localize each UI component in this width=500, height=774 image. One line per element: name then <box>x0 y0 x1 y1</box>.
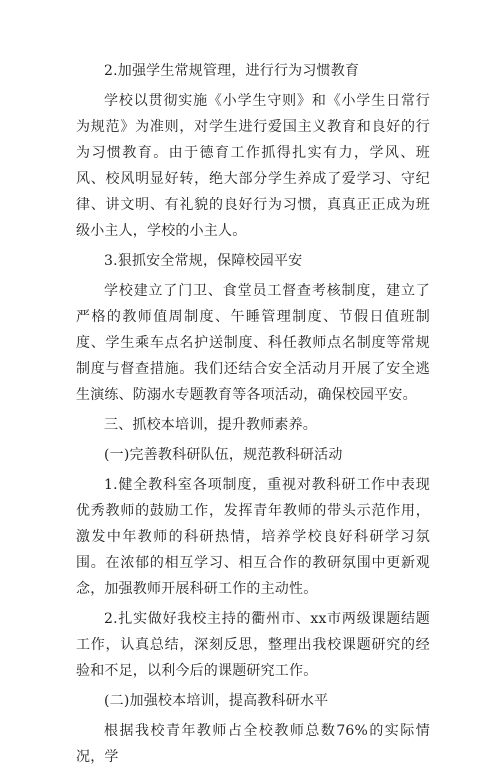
subsection-heading-school-training: (二)加强校本培训，提高教科研水平 <box>104 693 329 709</box>
paragraph-research-projects: 2.扎实做好我校主持的衢州市、xx市两级课题结题工作，认真总结，深刻反思，整理出我校课题研究的经验和不足，以利今后的课题研究工作。 <box>76 611 430 679</box>
document-body <box>76 58 430 774</box>
section-heading-safety: 3.狠抓安全常规，保障校园平安 <box>104 253 303 269</box>
paragraph-safety-measures: 学校建立了门卫、食堂员工督查考核制度，建立了严格的教师值周制度、午睡管理制度、节假日值班制度、学生乘车点名护送制度、科任教师点名制度等常规制度与督查措施。我们还结合安全活动月开展了安全逃生演练、防溺水专题教育等各项活动，确保校园平安。 <box>76 283 430 403</box>
paragraph-behavior-education: 学校以贯彻实施《小学生守则》和《小学生日常行为规范》为准则，对学生进行爱国主义教育和良好的行为习惯教育。由于德育工作抓得扎实有力，学风、班风、校风明显好转，绝大部分学生养成了爱学习、守纪律、讲文明、有礼貌的良好行为习惯，真真正正成为班级小主人，学校的小主人。 <box>76 93 430 239</box>
section-heading-teacher-training: 三、抓校本培训，提升教师素养。 <box>104 417 317 433</box>
subsection-heading-research-team: (一)完善教科研队伍，规范教科研活动 <box>104 447 343 463</box>
paragraph-young-teachers: 根据我校青年教师占全校教师总数76%的实际情况，学 <box>76 723 430 765</box>
paragraph-research-system: 1.健全教科室各项制度，重视对教科研工作中表现优秀教师的鼓励工作，发挥青年教师的带头示范作用，激发中年教师的科研热情，培养学校良好科研学习氛围。在浓郁的相互学习、相互合作的教研氛围中更新观念，加强教师开展科研工作的主动性。 <box>76 477 430 597</box>
section-heading-student-management: 2.加强学生常规管理，进行行为习惯教育 <box>104 63 360 79</box>
